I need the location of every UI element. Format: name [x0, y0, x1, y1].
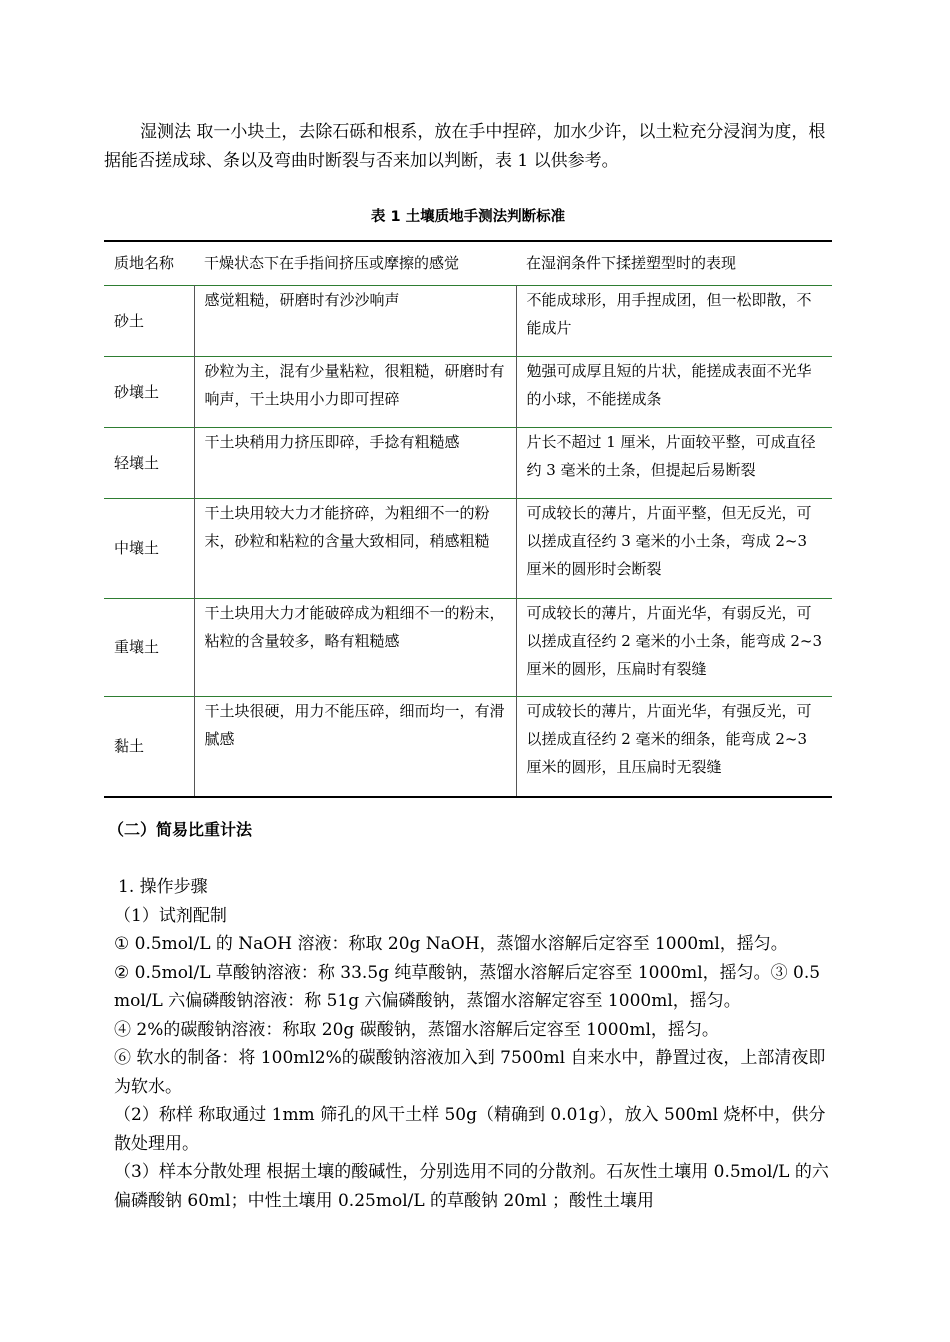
wet-behavior-cell: 可成较长的薄片，片面光华，有强反光，可以搓成直径约 2 毫米的细条，能弯成 2~3 厘米的圆形，且压扁时无裂缝	[516, 696, 832, 797]
header-cell: 在湿润条件下揉搓塑型时的表现	[526, 254, 737, 273]
section-heading: （二）简易比重计法	[108, 820, 253, 839]
dry-feel-cell: 干土块很硬，用力不能压碎，细而均一，有滑腻感	[194, 696, 516, 797]
procedure-steps	[104, 873, 832, 1215]
texture-name-cell: 重壤土	[114, 638, 160, 656]
reagent-subheading: （1）试剂配制	[114, 905, 227, 926]
wet-behavior-cell: 片长不超过 1 厘米，片面较平整，可成直径约 3 毫米的土条，但提起后易断裂	[516, 427, 832, 498]
reagent-item: ④ 2%的碳酸钠溶液：称取 20g 碳酸钠，蒸馏水溶解后定容至 1000ml，摇匀。	[114, 1019, 719, 1040]
table-row	[104, 696, 832, 797]
texture-name-cell: 砂土	[114, 311, 145, 330]
wet-behavior-cell: 可成较长的薄片，片面光华，有弱反光，可以搓成直径约 2 毫米的小土条，能弯成 2~3 厘米的圆形，压扁时有裂缝	[516, 598, 832, 696]
dispersion-step: （3）样本分散处理 根据土壤的酸碱性，分别选用不同的分散剂。石灰性土壤用 0.5mol/L 的六偏磷酸钠 60ml；中性土壤用 0.25mol/L 的草酸钠 20ml ；酸性土壤用	[114, 1162, 829, 1211]
dry-feel-cell: 干土块用较大力才能挤碎，为粗细不一的粉末，砂粒和粘粒的含量大致相同，稍感粗糙	[194, 498, 516, 598]
dry-feel-cell: 干土块用大力才能破碎成为粗细不一的粉末，粘粒的含量较多，略有粗糙感	[194, 598, 516, 696]
dry-feel-cell: 干土块稍用力挤压即碎，手捻有粗糙感	[194, 427, 516, 498]
texture-name-cell: 黏土	[114, 737, 145, 756]
texture-name-cell: 中壤土	[114, 539, 160, 557]
intro-paragraph: 湿测法 取一小块土，去除石砾和根系，放在手中捏碎，加水少许，以土粒充分浸润为度，根据能否搓成球、条以及弯曲时断裂与否来加以判断，表 1 以供参考。	[104, 122, 826, 171]
table-row	[104, 498, 832, 598]
texture-name-cell: 轻壤土	[114, 453, 160, 472]
wet-behavior-cell: 勉强可成厚且短的片状，能搓成表面不光华的小球，不能搓成条	[516, 356, 832, 427]
dry-feel-cell: 砂粒为主，混有少量粘粒，很粗糙，研磨时有响声，干土块用小力即可捏碎	[194, 356, 516, 427]
header-cell: 干燥状态下在手指间挤压或摩擦的感觉	[204, 254, 460, 273]
soil-texture-table	[104, 240, 832, 798]
header-cell: 质地名称	[114, 254, 175, 273]
table-header-row	[104, 241, 832, 285]
table-row	[104, 598, 832, 696]
wet-behavior-cell: 不能成球形，用手捏成团，但一松即散，不能成片	[516, 285, 832, 356]
dry-feel-cell: 感觉粗糙，研磨时有沙沙响声	[194, 285, 516, 356]
texture-name-cell: 砂壤土	[114, 382, 160, 401]
weighing-step: （2）称样 称取通过 1mm 筛孔的风干土样 50g（精确到 0.01g），放入 500ml 烧杯中，供分散处理用。	[114, 1105, 826, 1154]
table-row	[104, 356, 832, 427]
steps-title: 1. 操作步骤	[118, 877, 208, 897]
reagent-item: ② 0.5mol/L 草酸钠溶液：称 33.5g 纯草酸钠，蒸馏水溶解后定容至 1000ml，摇匀。③ 0.5 mol/L 六偏磷酸钠溶液：称 51g 六偏磷酸钠，蒸馏水溶解定容至 1000ml，摇匀。	[114, 962, 821, 1011]
table-caption: 表 1 土壤质地手测法判断标准	[370, 209, 566, 225]
table-row	[104, 427, 832, 498]
table-row	[104, 285, 832, 356]
reagent-item: ① 0.5mol/L 的 NaOH 溶液：称取 20g NaOH，蒸馏水溶解后定容至 1000ml，摇匀。	[114, 934, 788, 954]
wet-behavior-cell: 可成较长的薄片，片面平整，但无反光，可以搓成直径约 3 毫米的小土条，弯成 2~3 厘米的圆形时会断裂	[516, 498, 832, 598]
reagent-item: ⑥ 软水的制备：将 100ml2%的碳酸钠溶液加入到 7500ml 自来水中，静置过夜，上部清夜即为软水。	[114, 1048, 826, 1097]
